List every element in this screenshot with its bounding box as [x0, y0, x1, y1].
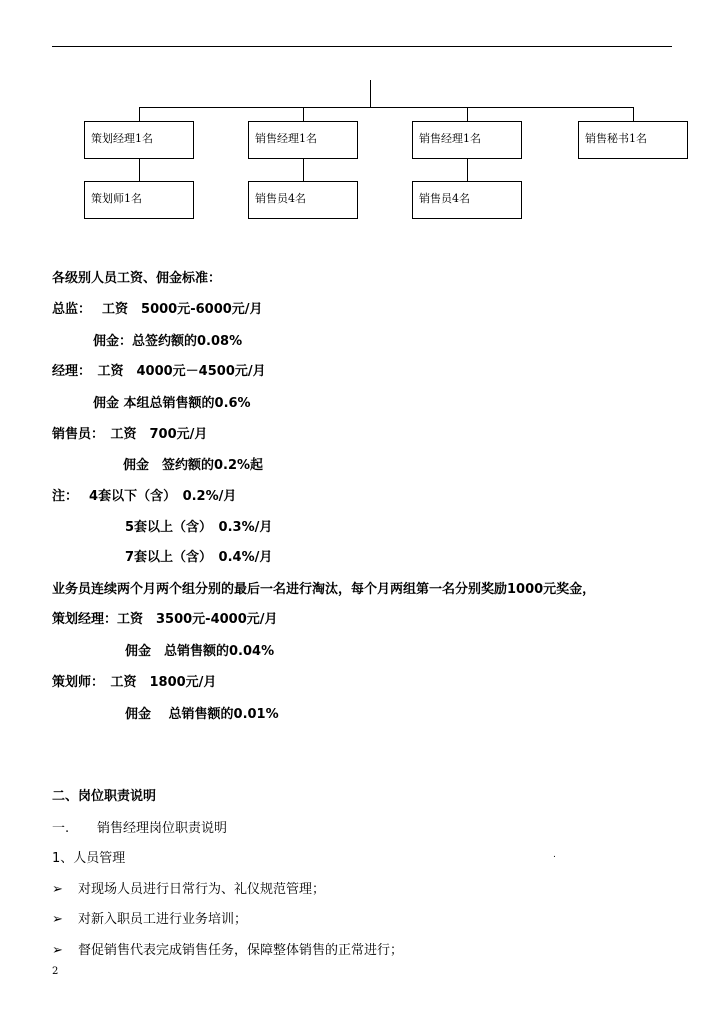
duty-text-2: 对新入职员工进行业务培训； [78, 912, 248, 927]
sales-salary: 销售员： 工资 700元/月 [52, 427, 208, 442]
org-drop-4 [633, 107, 634, 121]
duty-bullet-2 [52, 908, 247, 927]
manager-commission: 佣金 本组总销售额的0.6% [93, 396, 251, 411]
sales-commission: 佣金 签约额的0.2%起 [123, 458, 264, 473]
page-number: 2 [52, 966, 59, 977]
duties-heading: 二、岗位职责说明 [52, 789, 157, 804]
note-line-3: 7套以上（含） 0.4%/月 [125, 550, 273, 565]
org-root-line [370, 80, 371, 108]
elimination-rule: 业务员连续两个月两个组分别的最后一名进行淘汰，每个月两组第一名分别奖励1000元奖金， [52, 582, 596, 597]
org-link-3 [467, 159, 468, 181]
duty-text-3: 督促销售代表完成销售任务，保障整体销售的正常进行； [78, 943, 404, 958]
org-box-planner: 策划师1名 [84, 181, 194, 219]
director-commission: 佣金：总签约额的0.08% [93, 334, 243, 349]
org-drop-2 [303, 107, 304, 121]
duty-bullet-3 [52, 939, 403, 958]
top-rule [52, 46, 672, 47]
manager-salary: 经理： 工资 4000元－4500元/月 [52, 364, 266, 379]
org-box-sales-secretary: 销售秘书1名 [578, 121, 688, 159]
org-box-salesperson-a: 销售员4名 [248, 181, 358, 219]
planning-manager-commission: 佣金 总销售额的0.04% [125, 644, 275, 659]
duty-bullet-1 [52, 878, 325, 897]
duties-item-heading: 1、人员管理 [52, 851, 126, 866]
org-drop-1 [139, 107, 140, 121]
planning-manager-salary: 策划经理：工资 3500元-4000元/月 [52, 612, 278, 627]
org-link-2 [303, 159, 304, 181]
planner-commission: 佣金 总销售额的0.01% [125, 707, 279, 722]
org-box-sales-manager-b: 销售经理1名 [412, 121, 522, 159]
org-branch-line [139, 107, 633, 108]
planner-salary: 策划师： 工资 1800元/月 [52, 675, 217, 690]
duties-sub-heading-num: 一. [52, 821, 70, 836]
arrow-bullet-icon: ➢ [52, 882, 63, 897]
duties-sub-heading-row [52, 817, 228, 836]
note-line-2: 5套以上（含） 0.3%/月 [125, 520, 273, 535]
arrow-bullet-icon: ➢ [52, 912, 63, 927]
org-drop-3 [467, 107, 468, 121]
duty-text-1: 对现场人员进行日常行为、礼仪规范管理； [78, 882, 326, 897]
duties-sub-heading: 销售经理岗位职责说明 [97, 821, 228, 836]
salary-heading: 各级别人员工资、佣金标准： [52, 271, 222, 286]
org-box-salesperson-b: 销售员4名 [412, 181, 522, 219]
note-line-1: 注： 4套以下（含） 0.2%/月 [52, 489, 237, 504]
director-salary: 总监： 工资 5000元-6000元/月 [52, 302, 263, 317]
arrow-bullet-icon: ➢ [52, 943, 63, 958]
org-box-sales-manager-a: 销售经理1名 [248, 121, 358, 159]
org-box-planning-manager: 策划经理1名 [84, 121, 194, 159]
org-link-1 [139, 159, 140, 181]
stray-mark: . [553, 850, 556, 860]
